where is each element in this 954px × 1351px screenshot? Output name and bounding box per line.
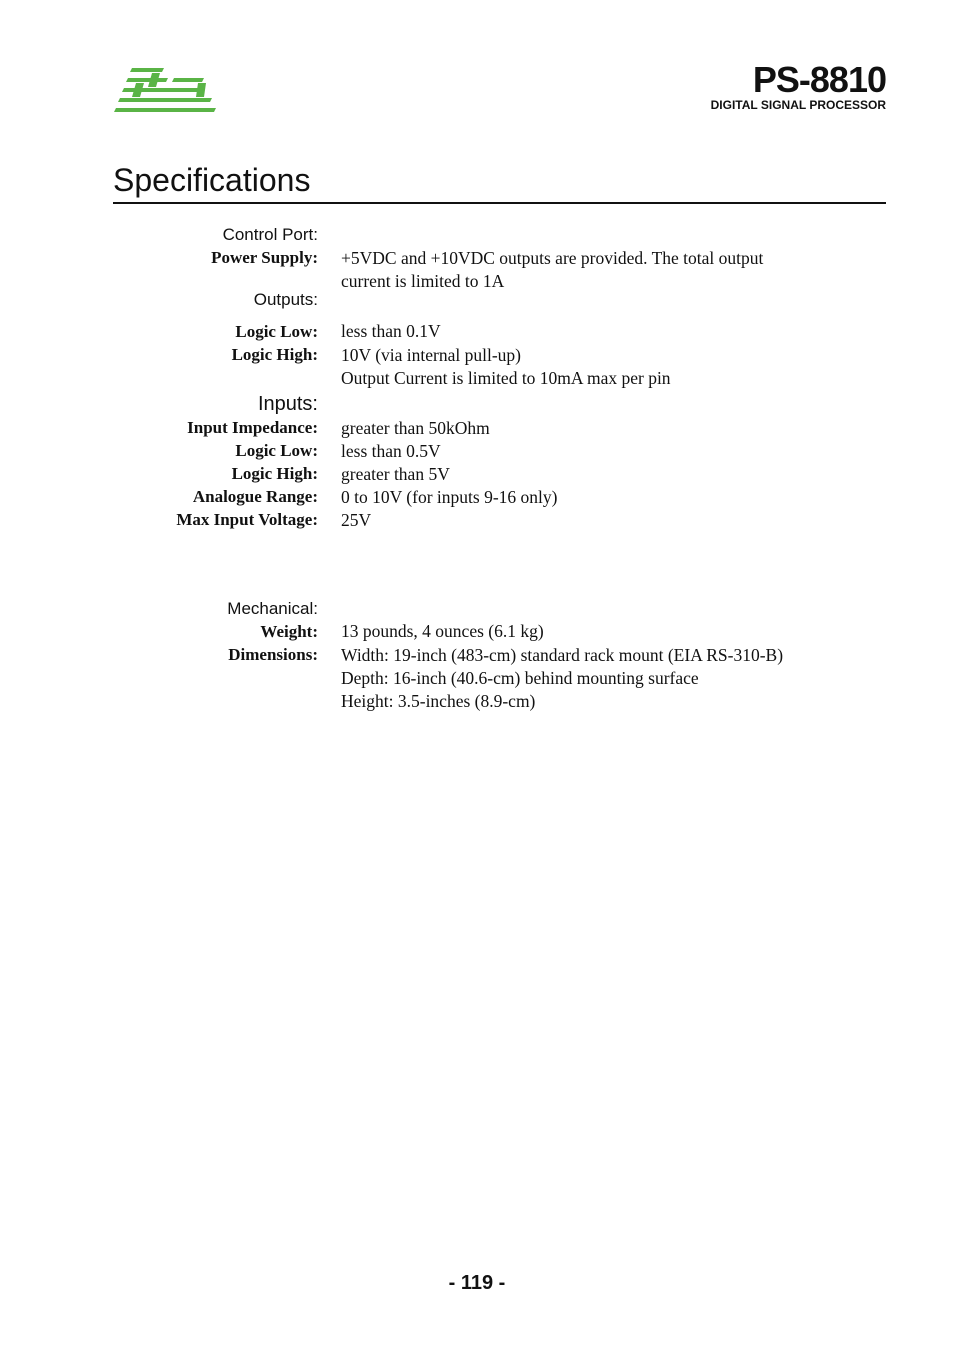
mechanical-heading: Mechanical: bbox=[227, 599, 318, 618]
control-port-heading: Control Port: bbox=[222, 225, 318, 244]
dimensions-depth-value: Depth: 16-inch (40.6-cm) behind mounting surface bbox=[341, 668, 699, 688]
outputs-logic-high-label: Logic High: bbox=[231, 345, 318, 364]
product-header bbox=[710, 59, 886, 112]
title-divider bbox=[113, 202, 886, 204]
power-supply-label: Power Supply: bbox=[211, 248, 318, 267]
input-impedance-value: greater than 50kOhm bbox=[341, 418, 490, 438]
power-supply-value-line2: current is limited to 1A bbox=[341, 271, 505, 291]
dimensions-label: Dimensions: bbox=[228, 645, 318, 664]
inputs-logic-low-value: less than 0.5V bbox=[341, 441, 441, 461]
analogue-range-label: Analogue Range: bbox=[192, 487, 318, 506]
outputs-current-note: Output Current is limited to 10mA max per pin bbox=[341, 368, 671, 388]
weight-value: 13 pounds, 4 ounces (6.1 kg) bbox=[341, 621, 544, 641]
inputs-logic-high-value: greater than 5V bbox=[341, 464, 450, 484]
product-name: PS-8810 bbox=[752, 59, 886, 100]
product-subtitle: DIGITAL SIGNAL PROCESSOR bbox=[710, 98, 886, 112]
page-number: - 119 - bbox=[448, 1272, 506, 1294]
outputs-logic-low-label: Logic Low: bbox=[235, 322, 318, 341]
page-title: Specifications bbox=[113, 162, 311, 198]
outputs-logic-high-value: 10V (via internal pull-up) bbox=[341, 345, 521, 365]
max-input-voltage-label: Max Input Voltage: bbox=[176, 510, 318, 529]
analogue-range-value: 0 to 10V (for inputs 9-16 only) bbox=[341, 487, 558, 507]
outputs-heading: Outputs: bbox=[253, 290, 318, 309]
dimensions-height-value: Height: 3.5-inches (8.9-cm) bbox=[341, 691, 536, 711]
weight-label: Weight: bbox=[260, 622, 318, 641]
inputs-heading: Inputs: bbox=[257, 393, 318, 415]
max-input-voltage-value: 25V bbox=[341, 510, 372, 530]
outputs-logic-low-value: less than 0.1V bbox=[341, 321, 441, 341]
bss-logo bbox=[112, 66, 218, 114]
input-impedance-label: Input Impedance: bbox=[187, 418, 318, 437]
power-supply-value-line1: +5VDC and +10VDC outputs are provided. The total output bbox=[341, 248, 764, 268]
dimensions-width-value: Width: 19-inch (483-cm) standard rack mount (EIA RS-310-B) bbox=[341, 645, 784, 665]
inputs-logic-low-label: Logic Low: bbox=[235, 441, 318, 460]
inputs-logic-high-label: Logic High: bbox=[231, 464, 318, 483]
